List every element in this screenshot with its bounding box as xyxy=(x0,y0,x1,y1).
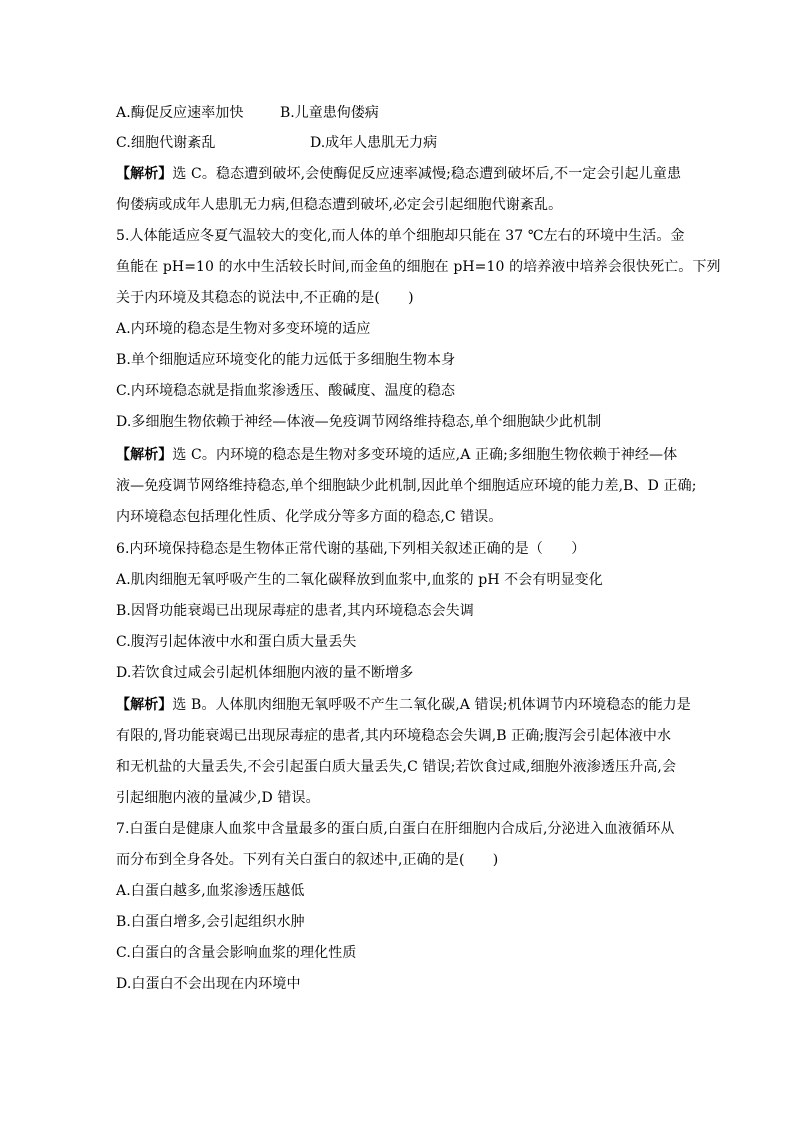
analysis-6-line-3: 和无机盐的大量丢失,不会引起蛋白质大量丢失,C 错误;若饮食过咸,细胞外液渗透压升高,会 xyxy=(116,759,677,775)
analysis-4-line-1 xyxy=(116,164,681,184)
q5-option-a: A.内环境的稳态是生物对多变环境的适应 xyxy=(116,321,371,337)
analysis-tag: 【解析】 xyxy=(116,697,173,713)
analysis-text: 选 B。人体肌肉细胞无氧呼吸不产生二氧化碳,A 错误;机体调节内环境稳态的能力是 xyxy=(172,697,691,713)
q4-option-d: D.成年人患肌无力病 xyxy=(310,135,438,151)
analysis-5-line-1 xyxy=(116,445,677,465)
q5-option-b: B.单个细胞适应环境变化的能力远低于多细胞生物本身 xyxy=(116,352,456,368)
q5-option-d: D.多细胞生物依赖于神经—体液—免疫调节网络维持稳态,单个细胞缺少此机制 xyxy=(116,414,602,430)
analysis-6-line-4: 引起细胞内液的量减少,D 错误。 xyxy=(116,790,320,806)
q6-option-b: B.因肾功能衰竭已出现尿毒症的患者,其内环境稳态会失调 xyxy=(116,603,474,619)
q6-option-d: D.若饮食过咸会引起机体细胞内液的量不断增多 xyxy=(116,665,414,681)
q6-option-c: C.腹泻引起体液中水和蛋白质大量丢失 xyxy=(116,634,357,650)
q7-stem-line-1: 7.白蛋白是健康人血浆中含量最多的蛋白质,白蛋白在肝细胞内合成后,分泌进入血液循环从 xyxy=(116,821,675,837)
analysis-6-line-2: 有限的,肾功能衰竭已出现尿毒症的患者,其内环境稳态会失调,B 正确;腹泻会引起体液中水 xyxy=(116,728,672,744)
analysis-5-line-3: 内环境稳态包括理化性质、化学成分等多方面的稳态,C 错误。 xyxy=(116,509,503,525)
q4-option-b: B.儿童患佝偻病 xyxy=(280,105,379,121)
q4-option-row-1 xyxy=(116,103,244,123)
q5-stem-line-2: 鱼能在 pH=10 的水中生活较长时间,而金鱼的细胞在 pH=10 的培养液中培养会很快死亡。下列 xyxy=(116,259,721,275)
q6-option-a: A.肌肉细胞无氧呼吸产生的二氧化碳释放到血浆中,血浆的 pH 不会有明显变化 xyxy=(116,572,603,588)
q7-option-c: C.白蛋白的含量会影响血浆的理化性质 xyxy=(116,945,357,961)
analysis-5-line-2: 液—免疫调节网络维持稳态,单个细胞缺少此机制,因此单个细胞适应环境的能力差,B、D 正确; xyxy=(116,478,697,494)
q5-stem-line-3: 关于内环境及其稳态的说法中,不正确的是( ) xyxy=(116,290,414,306)
q4-option-row-2 xyxy=(116,133,215,153)
analysis-6-line-1 xyxy=(116,695,691,715)
q7-stem-line-2: 而分布到全身各处。下列有关白蛋白的叙述中,正确的是( ) xyxy=(116,852,499,868)
analysis-text: 选 C。内环境的稳态是生物对多变环境的适应,A 正确;多细胞生物依赖于神经—体 xyxy=(172,447,678,463)
q5-stem-line-1: 5.人体能适应冬夏气温较大的变化,而人体的单个细胞却只能在 37 ℃左右的环境中生活。金 xyxy=(116,228,685,244)
q4-option-c: C.细胞代谢紊乱 xyxy=(116,135,216,151)
q4-option-a: A.酶促反应速率加快 xyxy=(116,105,244,121)
analysis-tag: 【解析】 xyxy=(116,447,173,463)
q7-option-b: B.白蛋白增多,会引起组织水肿 xyxy=(116,914,305,930)
q7-option-a: A.白蛋白越多,血浆渗透压越低 xyxy=(116,883,305,899)
analysis-text: 选 C。稳态遭到破坏,会使酶促反应速率减慢;稳态遭到破坏后,不一定会引起儿童患 xyxy=(172,166,682,182)
q6-stem-line-1: 6.内环境保持稳态是生物体正常代谢的基础,下列相关叙述正确的是（ ） xyxy=(116,541,586,557)
analysis-4-line-2: 佝偻病或成年人患肌无力病,但稳态遭到破坏,必定会引起细胞代谢紊乱。 xyxy=(116,197,563,213)
q7-option-d: D.白蛋白不会出现在内环境中 xyxy=(116,976,301,992)
q5-option-c: C.内环境稳态就是指血浆渗透压、酸碱度、温度的稳态 xyxy=(116,383,456,399)
analysis-tag: 【解析】 xyxy=(116,166,173,182)
